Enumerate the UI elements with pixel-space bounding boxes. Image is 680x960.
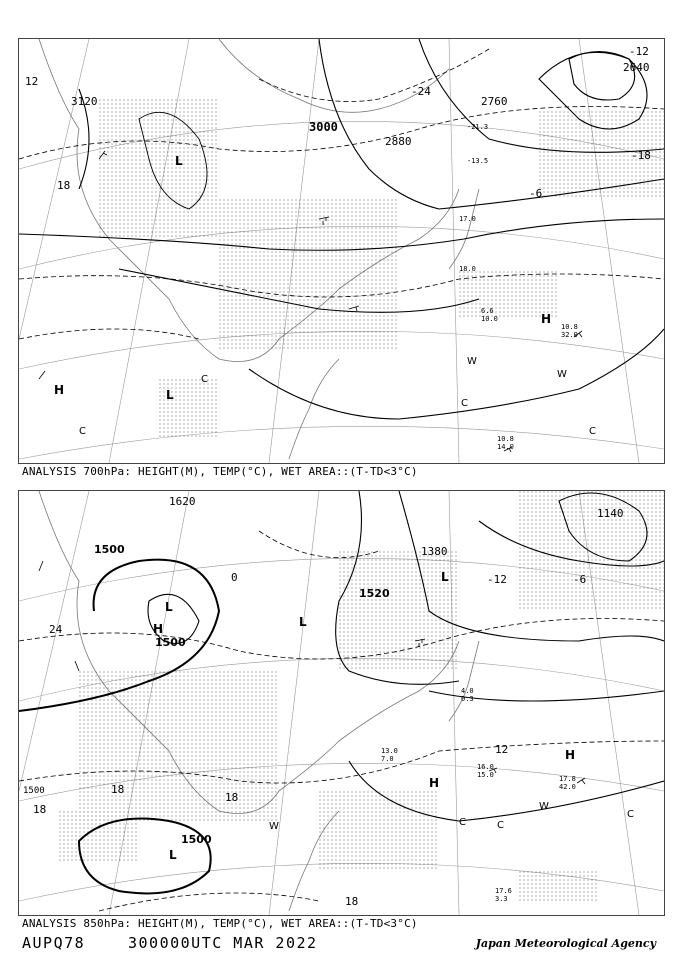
height-label: 2880 bbox=[385, 135, 412, 148]
temp-label: -12 bbox=[629, 45, 649, 58]
station-temp: 16.0 bbox=[477, 763, 494, 771]
height-label: 3120 bbox=[71, 95, 98, 108]
temp-label: 18 bbox=[33, 803, 47, 816]
height-label: 1500 bbox=[23, 786, 45, 796]
low-center: L bbox=[299, 615, 307, 629]
station-temp: 17.8 bbox=[559, 775, 576, 783]
high-center: H bbox=[54, 383, 65, 397]
station-dewpoint-depression: 42.0 bbox=[559, 783, 576, 791]
cold-center: C bbox=[627, 809, 634, 820]
temp-label: -18 bbox=[631, 149, 651, 162]
cold-center: C bbox=[459, 817, 466, 828]
cold-center: C bbox=[461, 398, 468, 409]
height-label: 3000 bbox=[309, 120, 338, 134]
temp-label: -6 bbox=[529, 187, 543, 200]
station-dewpoint-depression: 14.0 bbox=[497, 443, 514, 451]
cold-center: C bbox=[589, 426, 596, 437]
temp-label: 0 bbox=[231, 571, 238, 584]
station-dewpoint-depression: 10.0 bbox=[481, 315, 498, 323]
warm-center: W bbox=[557, 369, 567, 380]
high-center: H bbox=[541, 312, 552, 326]
high-center: H bbox=[429, 776, 440, 790]
station-temp: 17.0 bbox=[459, 215, 476, 223]
low-center: L bbox=[175, 154, 183, 168]
low-center: L bbox=[165, 600, 173, 614]
height-label: 1380 bbox=[421, 545, 448, 558]
height-label: 1500 bbox=[155, 636, 186, 649]
station-temp: -13.5 bbox=[467, 157, 489, 165]
temp-label: 18 bbox=[345, 895, 359, 908]
height-label: 1500 bbox=[94, 543, 125, 556]
station-temp: 4.0 bbox=[461, 687, 474, 695]
temp-label: 18 bbox=[57, 179, 71, 192]
cold-center: C bbox=[201, 374, 208, 385]
wet-area-stipple bbox=[99, 99, 664, 439]
low-center: L bbox=[169, 848, 177, 862]
wet-area-stipple bbox=[59, 491, 664, 901]
map-850hpa-canvas bbox=[19, 491, 664, 915]
temp-label: 12 bbox=[25, 75, 39, 88]
station-temp: 13.0 bbox=[381, 747, 398, 755]
temp-label: 24 bbox=[49, 623, 63, 636]
high-center: H bbox=[565, 748, 576, 762]
panel-caption-850hpa: ANALYSIS 850hPa: HEIGHT(M), TEMP(°C), WET AREA::(T-TD<3°C) bbox=[22, 917, 418, 930]
warm-center: W bbox=[539, 801, 549, 812]
height-label: 2640 bbox=[623, 61, 650, 74]
temp-label: 12 bbox=[495, 743, 509, 756]
station-dewpoint-depression: 0.3 bbox=[461, 695, 474, 703]
height-label: 1500 bbox=[181, 833, 212, 846]
map-700hpa-canvas bbox=[19, 39, 664, 463]
temp-label: 18 bbox=[111, 783, 125, 796]
height-label: 1520 bbox=[359, 587, 390, 600]
temp-label: 18 bbox=[225, 791, 239, 804]
station-temp: 18.0 bbox=[459, 265, 476, 273]
station-temp: -21.3 bbox=[467, 123, 489, 131]
cold-center: C bbox=[497, 820, 504, 831]
temp-label: -12 bbox=[487, 573, 507, 586]
high-center: H bbox=[153, 622, 164, 636]
cold-center: C bbox=[79, 426, 86, 437]
panel-caption-700hpa: ANALYSIS 700hPa: HEIGHT(M), TEMP(°C), WET AREA::(T-TD<3°C) bbox=[22, 465, 418, 478]
station-temp: 17.6 bbox=[495, 887, 512, 895]
height-label: 1620 bbox=[169, 495, 196, 508]
station-temp: 6.6 bbox=[481, 307, 494, 315]
height-label: 2760 bbox=[481, 95, 508, 108]
station-dewpoint-depression: 3.3 bbox=[495, 895, 508, 903]
temp-label: -24 bbox=[411, 85, 431, 98]
height-label: 1140 bbox=[597, 507, 624, 520]
map-panel-700hpa bbox=[18, 38, 665, 464]
station-temp: 10.8 bbox=[497, 435, 514, 443]
agency-name: Japan Meteorological Agency bbox=[475, 937, 656, 950]
station-dewpoint-depression: 7.0 bbox=[381, 755, 394, 763]
warm-center: W bbox=[467, 356, 477, 367]
low-center: L bbox=[166, 388, 174, 402]
station-dewpoint-depression: 15.0 bbox=[477, 771, 494, 779]
valid-time: 300000UTC MAR 2022 bbox=[128, 934, 318, 952]
chart-id: AUPQ78 bbox=[22, 934, 86, 952]
station-dewpoint-depression: 32.0 bbox=[561, 331, 578, 339]
temp-label: -6 bbox=[573, 573, 587, 586]
low-center: L bbox=[441, 570, 449, 584]
map-panel-850hpa bbox=[18, 490, 665, 916]
station-temp: 10.8 bbox=[561, 323, 578, 331]
warm-center: W bbox=[269, 821, 279, 832]
